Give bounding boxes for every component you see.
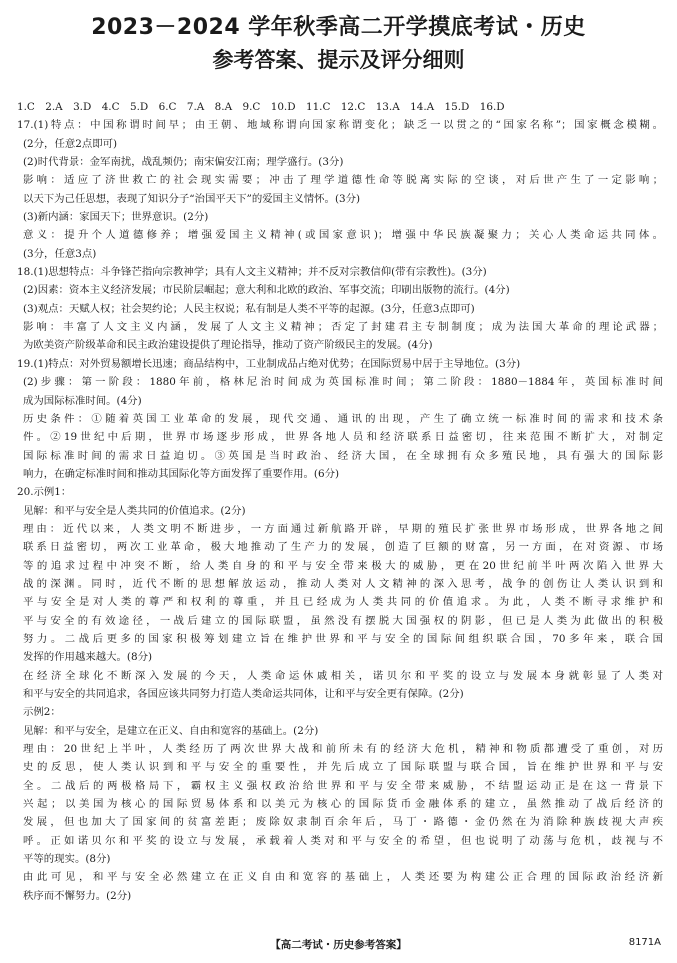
answer-line: 国际标准时间的需求日益迫切。③英国是当时政治、经济大国，在全球拥有众多殖民地，具有强大的国际影 <box>23 449 663 462</box>
answer-line: 平与安全的有效途径，一战后建立的国际联盟，虽然没有摆脱大国强权的阴影，但已是人类为此做出的积极 <box>23 614 663 627</box>
answer-line: 等的追求过程中冲突不断，给人类自身的和平与安全带来极大的威胁，更在20世纪前半叶两次陷入世界大 <box>23 559 663 572</box>
answer-line: 以天下为己任思想，表现了知识分子“治国平天下”的爱国主义情怀。(3分) <box>23 192 361 205</box>
answer-line: 影响：丰富了人文主义内涵，发展了人文主义精神；否定了封建君主专制制度；成为法国大革命的理论武器； <box>23 321 663 334</box>
exam-title: 2023－2024 学年秋季高二开学摸底考试・历史 <box>91 15 586 40</box>
answer-line: 意义：提升个人道德修养；增强爱国主义精神(或国家意识)；增强中华民族凝聚力；关心人类命运共同体。 <box>23 229 663 242</box>
footer-label: 【高二考试・历史参考答案】 <box>270 939 407 951</box>
answer-line: 全。二战后的两极格局下，霸权主义强权政治给世界和平与安全带来威胁，不结盟运动正是在这一背景下 <box>23 779 663 792</box>
answer-line: 为欧美资产阶级革命和民主政治建设提供了理论指导，推动了资产阶级民主的发展。(4分) <box>23 339 433 352</box>
answer-line: 响力，在确定标准时间和推动其国际化等方面发挥了重要作用。(6分) <box>23 467 340 480</box>
answer-line: 件。②19世纪中后期，世界市场逐步形成，世界各地人员和经济联系日益密切，往来范围不断扩大，对制定 <box>23 431 663 444</box>
answer-line: (2)因素：资本主义经济发展；市民阶层崛起；意大利和北欧的政治、军事交流；印刷出版物的流行。(4分) <box>23 284 510 297</box>
answer-line: 理由：20世纪上半叶，人类经历了两次世界大战和前所未有的经济大危机，精神和物质都遭受了重创，对历 <box>23 743 663 756</box>
answer-body <box>17 98 663 905</box>
answer-line: 秩序而不懈努力。(2分) <box>23 889 132 902</box>
answer-line: 呼。正如诺贝尔和平奖的设立与发展，承载着人类对和平与安全的希望，但也说明了动荡与危机，歧视与不 <box>23 834 663 847</box>
answer-line: 联系日益密切，两次工业革命，极大地推动了生产力的发展，创造了巨额的财富，另一方面，在对资源、市场 <box>23 541 663 554</box>
answer-line: 20.示例1： <box>17 486 72 499</box>
answer-line: 和平与安全的共同追求，各国应该共同努力打造人类命运共同体，让和平与安全更有保障。(2分) <box>23 688 464 700</box>
answer-line: (2)步骤：第一阶段：1880年前，格林尼治时间成为英国标准时间；第二阶段：1880－1884年，英国标准时间 <box>23 376 663 389</box>
answer-line: 由此可见，和平与安全必然建立在正义自由和宽容的基础上，人类还要为构建公正合理的国际政治经济新 <box>23 871 663 884</box>
exam-subtitle: 参考答案、提示及评分细则 <box>212 48 465 72</box>
footer-code: 8171A <box>628 937 661 948</box>
answer-line: 在经济全球化不断深入发展的今天，人类命运休戚相关，诺贝尔和平奖的设立与发展本身就彰显了人类对 <box>23 669 663 682</box>
answer-line: 历史条件：①随着英国工业革命的发展，现代交通、通讯的出现，产生了确立统一标准时间的需求和技术条 <box>23 412 663 425</box>
answer-line: (2分，任意2点即可) <box>23 137 118 150</box>
answer-line: 史的反思，使人类认识到和平与安全的重要性，并先后成立了国际联盟与联合国，旨在维护世界和平与安 <box>23 761 663 774</box>
answer-line: 努力。二战后更多的国家积极筹划建立旨在维护世界和平与安全的国际间组织联合国，70多年来，联合国 <box>23 632 663 645</box>
answer-line: (3分，任意3点) <box>23 247 97 260</box>
answer-line: (3)观点：天赋人权；社会契约论；人民主权说；私有制是人类不平等的起源。(3分，任意3点即可) <box>23 302 475 315</box>
answer-line: 17.(1)特点：中国称谓时间早；由王朝、地域称谓向国家称谓变化；缺乏一以贯之的“国家名称”；国家概念模糊。 <box>17 119 663 132</box>
answer-line: 理由：近代以来，人类文明不断进步，一方面通过新航路开辟，早期的殖民扩张世界市场形成，世界各地之间 <box>23 522 663 535</box>
answer-line: 19.(1)特点：对外贸易额增长迅速；商品结构中，工业制成品占绝对优势；在国际贸易中居于主导地位。(3分) <box>17 357 521 370</box>
answer-line: 影响：适应了济世救亡的社会现实需要；冲击了理学道德性命等脱离实际的空谈，对后世产生了一定影响； <box>23 174 663 187</box>
answer-line: 发挥的作用越来越大。(8分) <box>23 651 153 664</box>
answer-line-choice: 1.C 2.A 3.D 4.C 5.D 6.C 7.A 8.A 9.C 10.D 11.C 12.C 13.A 14.A 15.D 16.D <box>17 101 505 113</box>
answer-line: 战的深渊。同时，近代不断的思想解放运动，推动人类对人文精神的深入思考，战争的创伤让人类认识到和 <box>23 577 663 590</box>
answer-line: 见解：和平与安全是人类共同的价值追求。(2分) <box>23 504 246 517</box>
answer-line: 18.(1)思想特点：斗争锋芒指向宗教神学；具有人文主义精神；并不反对宗教信仰(带有宗教性)。(3分) <box>17 266 487 279</box>
answer-line: 兴起；以美国为核心的国际贸易体系和以美元为核心的国际货币金融体系的建立，虽然推动了战后经济的 <box>23 798 663 811</box>
answer-line: 见解：和平与安全，是建立在正义、自由和宽容的基础上。(2分) <box>23 724 319 737</box>
answer-line: 示例2： <box>23 706 61 719</box>
answer-line: 平等的现实。(8分) <box>23 853 111 866</box>
answer-line: (2)时代背景：金军南扰，战乱频仍；南宋偏安江南；理学盛行。(3分) <box>23 156 344 169</box>
answer-line: 平与安全是对人类的尊严和权利的尊重，并且已经成为人类共同的价值追求。为此，人类不断寻求维护和 <box>23 596 663 609</box>
answer-line: 发展，但也加大了国家间的贫富差距；废除奴隶制百余年后，马丁・路德・金仍然在为消除种族歧视大声疾 <box>23 816 663 829</box>
answer-line: (3)新内涵：家国天下；世界意识。(2分) <box>23 211 209 224</box>
answer-line: 成为国际标准时间。(4分) <box>23 394 142 407</box>
